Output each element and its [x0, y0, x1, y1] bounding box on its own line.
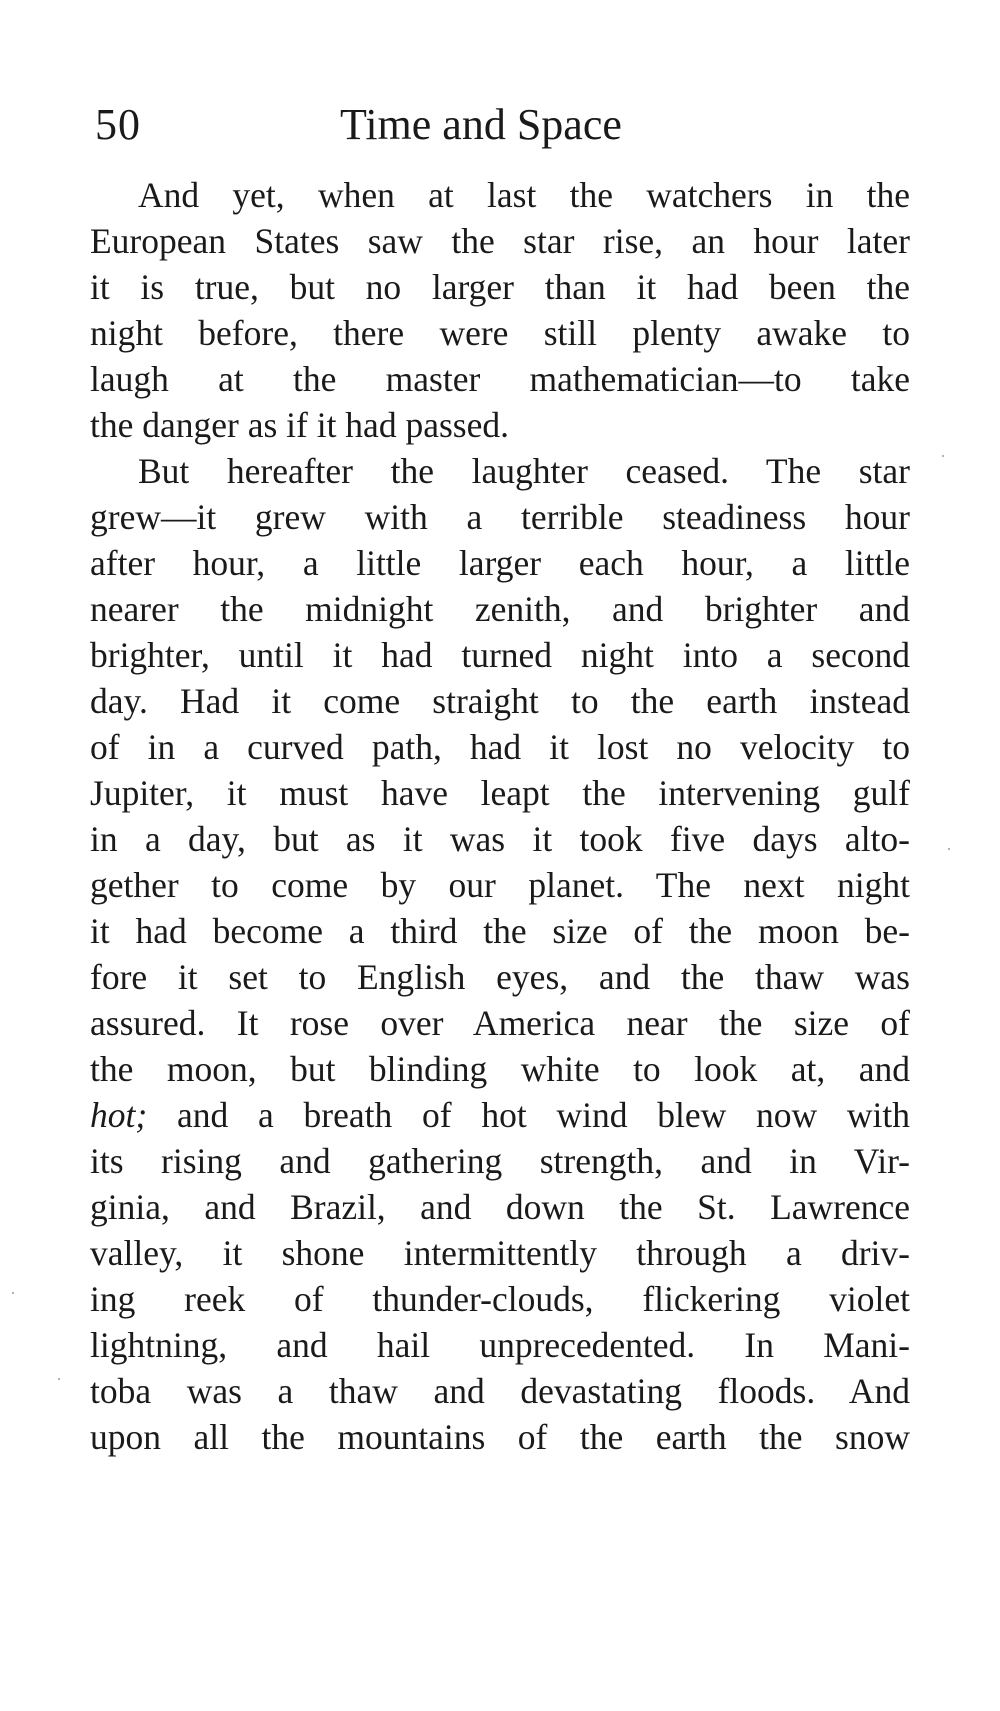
running-head: [95, 95, 915, 155]
text-line: assured. It rose over America near the size of: [90, 1003, 910, 1043]
text-line: brighter, until it had turned night into a second: [90, 635, 910, 675]
text-line: But hereafter the laughter ceased. The star: [138, 451, 910, 491]
page-number: 50: [95, 100, 141, 149]
text-line: valley, it shone intermittently through a driv-: [90, 1233, 910, 1273]
text-line: the danger as if it had passed.: [90, 405, 509, 445]
text-line: it had become a third the size of the moon be-: [90, 911, 910, 951]
text-line: ing reek of thunder-clouds, flickering violet: [90, 1279, 910, 1319]
text-span: and a breath of hot wind blew now with: [176, 1095, 911, 1135]
paper-speck: [12, 1292, 14, 1294]
text-line: fore it set to English eyes, and the thaw was: [90, 957, 910, 997]
italic-word: hot;: [90, 1095, 148, 1135]
text-line: after hour, a little larger each hour, a little: [90, 543, 910, 583]
text-line: laugh at the master mathematician—to take: [90, 359, 910, 399]
text-line: toba was a thaw and devastating floods. And: [90, 1371, 910, 1411]
text-line: its rising and gathering strength, and in Vir-: [90, 1141, 910, 1181]
text-line: nearer the midnight zenith, and brighter and: [90, 589, 910, 629]
text-line: it is true, but no larger than it had been the: [90, 267, 910, 307]
paper-speck: [942, 455, 944, 457]
text-line: European States saw the star rise, an hour later: [90, 221, 910, 261]
running-title: Time and Space: [340, 100, 622, 149]
text-line-with-italic: [90, 1092, 910, 1138]
text-line: grew—it grew with a terrible steadiness hour: [90, 497, 910, 537]
text-line: in a day, but as it was it took five days alto-: [90, 819, 910, 859]
text-line: the moon, but blinding white to look at, and: [90, 1049, 910, 1089]
paper-speck: [948, 848, 950, 850]
text-line: day. Had it come straight to the earth instead: [90, 681, 910, 721]
text-line: ginia, and Brazil, and down the St. Lawrence: [90, 1187, 910, 1227]
text-line: night before, there were still plenty awake to: [90, 313, 910, 353]
text-line: Jupiter, it must have leapt the intervening gulf: [90, 773, 910, 813]
text-line: lightning, and hail unprecedented. In Mani-: [90, 1325, 910, 1365]
paper-speck: [58, 1378, 60, 1380]
text-line: And yet, when at last the watchers in the: [138, 175, 910, 215]
text-line: of in a curved path, had it lost no velocity to: [90, 727, 910, 767]
text-line: upon all the mountains of the earth the snow: [90, 1417, 910, 1457]
text-line: gether to come by our planet. The next night: [90, 865, 910, 905]
